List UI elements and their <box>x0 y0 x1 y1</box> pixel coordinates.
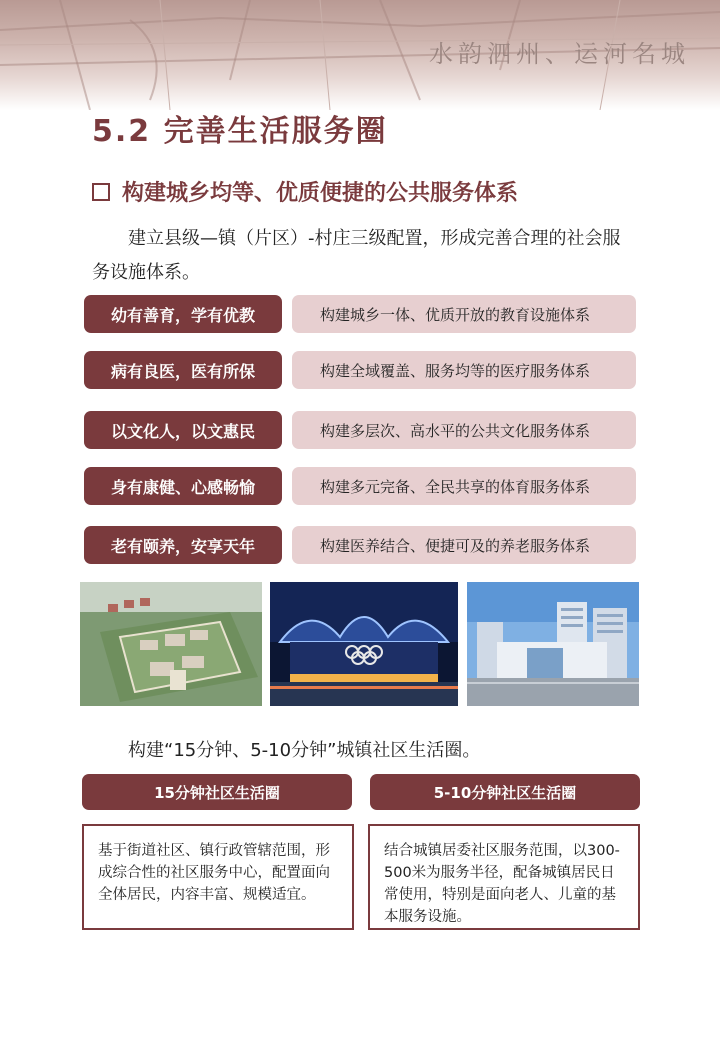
stadium-night-image <box>270 582 458 706</box>
service-row-sports <box>84 467 636 505</box>
service-desc: 构建多层次、高水平的公共文化服务体系 <box>292 411 636 449</box>
service-row-medical <box>84 351 636 389</box>
circle-desc-5-10min: 结合城镇居委社区服务范围，以300-500米为服务半径，配备城镇居民日常使用，特别是面向老人、儿童的基本服务设施。 <box>368 824 640 930</box>
circle-title-15min: 15分钟社区生活圈 <box>82 774 352 810</box>
service-desc: 构建全域覆盖、服务均等的医疗服务体系 <box>292 351 636 389</box>
section-title: 5.2 完善生活服务圈 <box>92 114 388 149</box>
service-desc: 构建多元完备、全民共享的体育服务体系 <box>292 467 636 505</box>
service-label: 幼有善育，学有优教 <box>84 295 282 333</box>
section-subheading <box>92 176 518 207</box>
service-desc: 构建医养结合、便捷可及的养老服务体系 <box>292 526 636 564</box>
service-row-education <box>84 295 636 333</box>
intro-paragraph: 建立县级—镇（片区）-村庄三级配置，形成完善合理的社会服务设施体系。 <box>92 228 621 283</box>
campus-aerial-image <box>80 582 262 706</box>
service-label: 病有良医，医有所保 <box>84 351 282 389</box>
header-slogan: 水韵泗州、运河名城 <box>429 40 690 68</box>
service-label: 以文化人，以文惠民 <box>84 411 282 449</box>
square-bullet-icon <box>92 183 110 201</box>
service-row-elderly <box>84 526 636 564</box>
service-label: 身有康健、心感畅愉 <box>84 467 282 505</box>
circle-title-5-10min: 5-10分钟社区生活圈 <box>370 774 640 810</box>
service-desc: 构建城乡一体、优质开放的教育设施体系 <box>292 295 636 333</box>
hospital-building-image <box>467 582 639 706</box>
header-banner <box>0 0 720 110</box>
subheading-text: 构建城乡均等、优质便捷的公共服务体系 <box>122 181 519 206</box>
service-row-culture <box>84 411 636 449</box>
community-intro: 构建“15分钟、5-10分钟”城镇社区生活圈。 <box>128 740 481 761</box>
circle-desc-15min: 基于街道社区、镇行政管辖范围，形成综合性的社区服务中心，配置面向全体居民，内容丰富、规模适宜。 <box>82 824 354 930</box>
service-label: 老有颐养，安享天年 <box>84 526 282 564</box>
